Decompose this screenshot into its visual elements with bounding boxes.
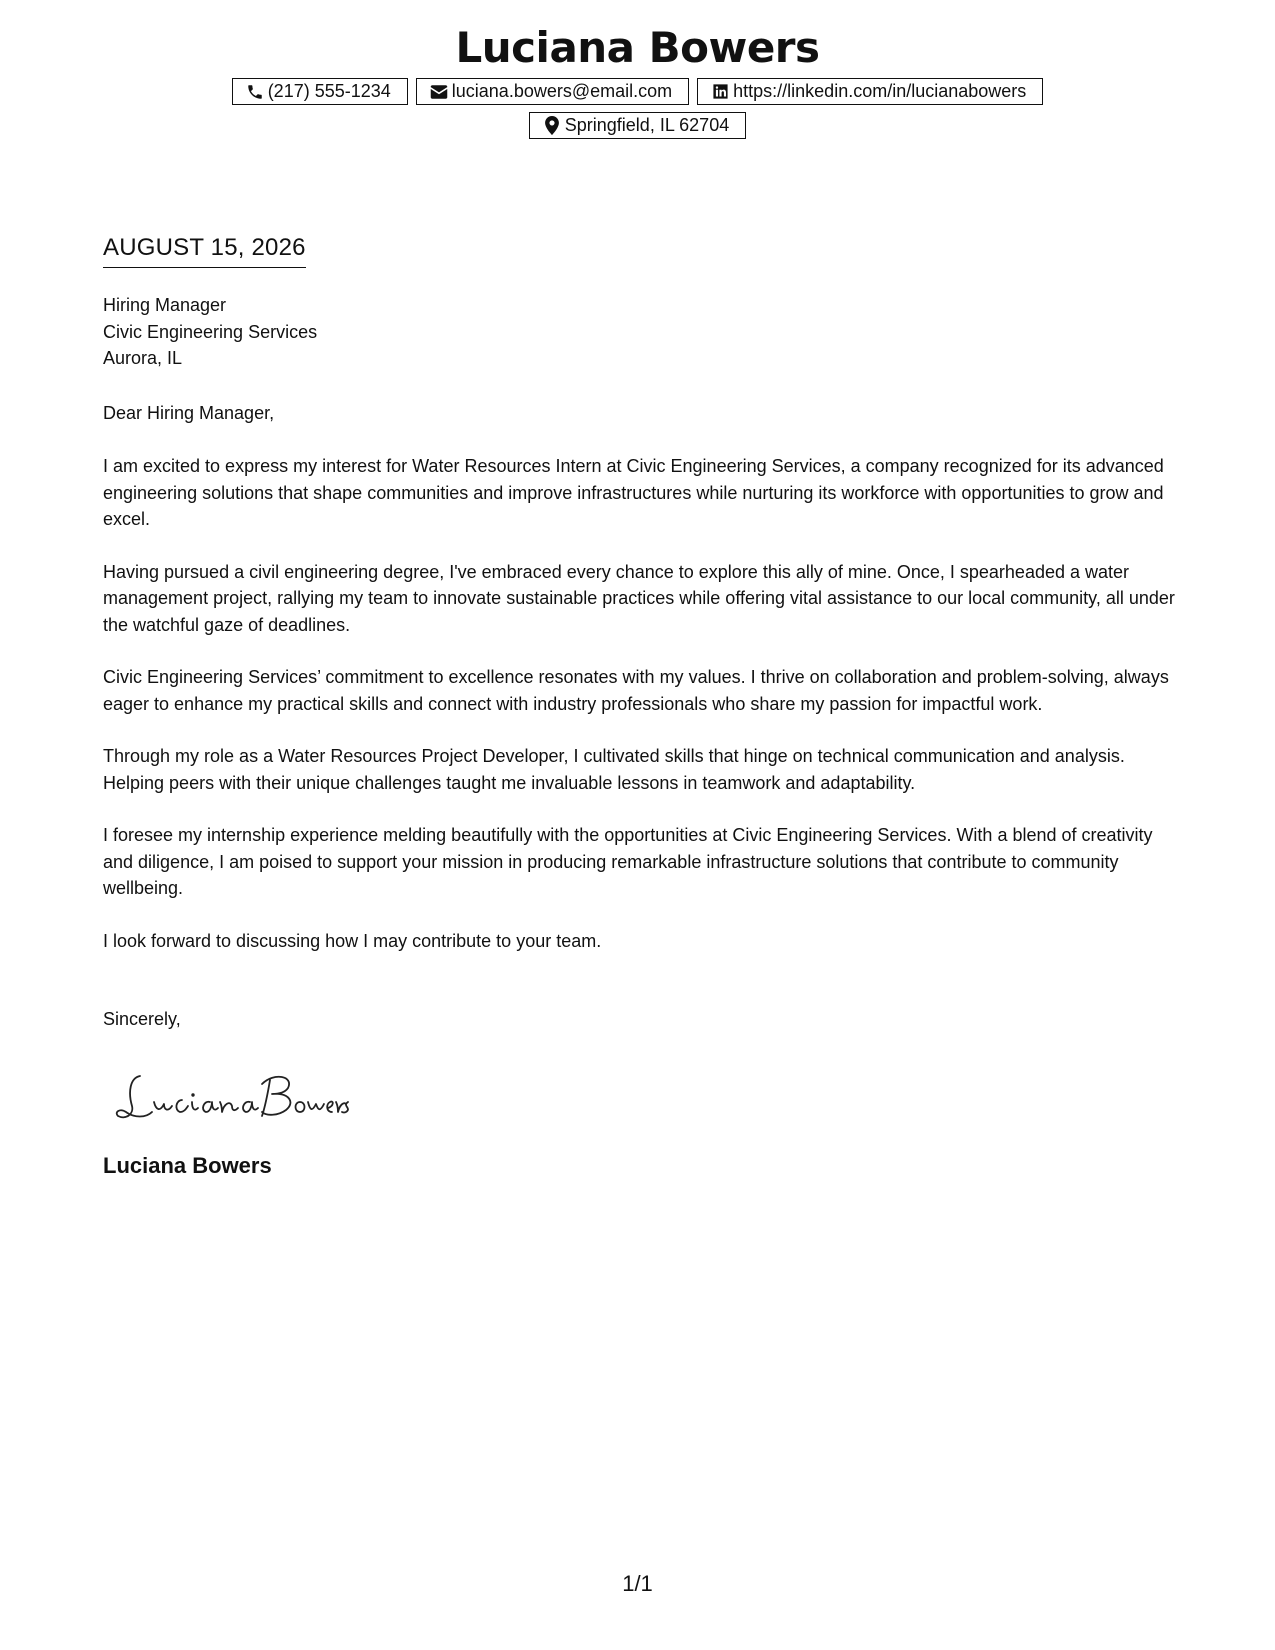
applicant-name: Luciana Bowers xyxy=(455,23,820,72)
map-pin-icon xyxy=(542,116,562,136)
page-number: 1/1 xyxy=(622,1571,653,1596)
body-paragraph: I foresee my internship experience melding beautifully with the opportunities at Civic Engineering Services. With a blend of creativity and diligence, I am poised to support your mission in producing remarkable infrastructure solutions that contribute to community wellbeing. xyxy=(103,825,1153,898)
linkedin-icon xyxy=(710,82,730,102)
phone-text: (217) 555-1234 xyxy=(267,81,391,101)
letter-header xyxy=(0,22,1275,139)
salutation: Dear Hiring Manager, xyxy=(103,403,275,423)
recipient-company: Civic Engineering Services xyxy=(103,321,318,342)
recipient-location: Aurora, IL xyxy=(103,348,183,368)
location-contact xyxy=(529,112,746,139)
envelope-icon xyxy=(429,82,449,102)
letter-body xyxy=(103,453,1178,980)
linkedin-text: https://linkedin.com/in/lucianabowers xyxy=(733,81,1027,101)
location-text: Springfield, IL 62704 xyxy=(564,115,730,135)
body-paragraph: I am excited to express my interest for Water Resources Intern at Civic Engineering Services, a company recognized for its advanced engineering solutions that shape communities and improve infrastructures while nurturing its workforce with opportunities to grow and excel. xyxy=(103,456,1164,529)
signature-image xyxy=(112,1062,352,1132)
body-paragraph: Having pursued a civil engineering degree, I've embraced every chance to explore this ally of mine. Once, I spearheaded a water management project, rallying my team to innovate sustainable practices while offering vital assistance to our local community, all under the watchful gaze of deadlines. xyxy=(103,561,1175,635)
phone-contact[interactable] xyxy=(232,78,408,105)
handwritten-signature xyxy=(112,1062,352,1137)
contact-row-secondary xyxy=(0,112,1275,139)
closing: Sincerely, xyxy=(103,1009,181,1029)
linkedin-contact[interactable] xyxy=(697,78,1043,105)
recipient-title: Hiring Manager xyxy=(103,295,227,315)
body-paragraph: Civic Engineering Services’ commitment to excellence resonates with my values. I thrive on collaboration and problem-solving, always eager to enhance my practical skills and connect with industry professionals who share my passion for impactful work. xyxy=(103,667,1169,714)
email-contact[interactable] xyxy=(416,78,689,105)
signer-name: Luciana Bowers xyxy=(103,1153,272,1178)
phone-icon xyxy=(245,82,265,102)
recipient-block xyxy=(103,292,1178,372)
body-paragraph: Through my role as a Water Resources Project Developer, I cultivated skills that hinge on technical communication and analysis. Helping peers with their unique challenges taught me invaluable lessons in teamwork and adaptability. xyxy=(103,746,1125,793)
body-paragraph: I look forward to discussing how I may contribute to your team. xyxy=(103,930,602,951)
email-text: luciana.bowers@email.com xyxy=(451,81,673,101)
letter-date: AUGUST 15, 2026 xyxy=(103,233,306,268)
contact-row-primary xyxy=(0,78,1275,105)
